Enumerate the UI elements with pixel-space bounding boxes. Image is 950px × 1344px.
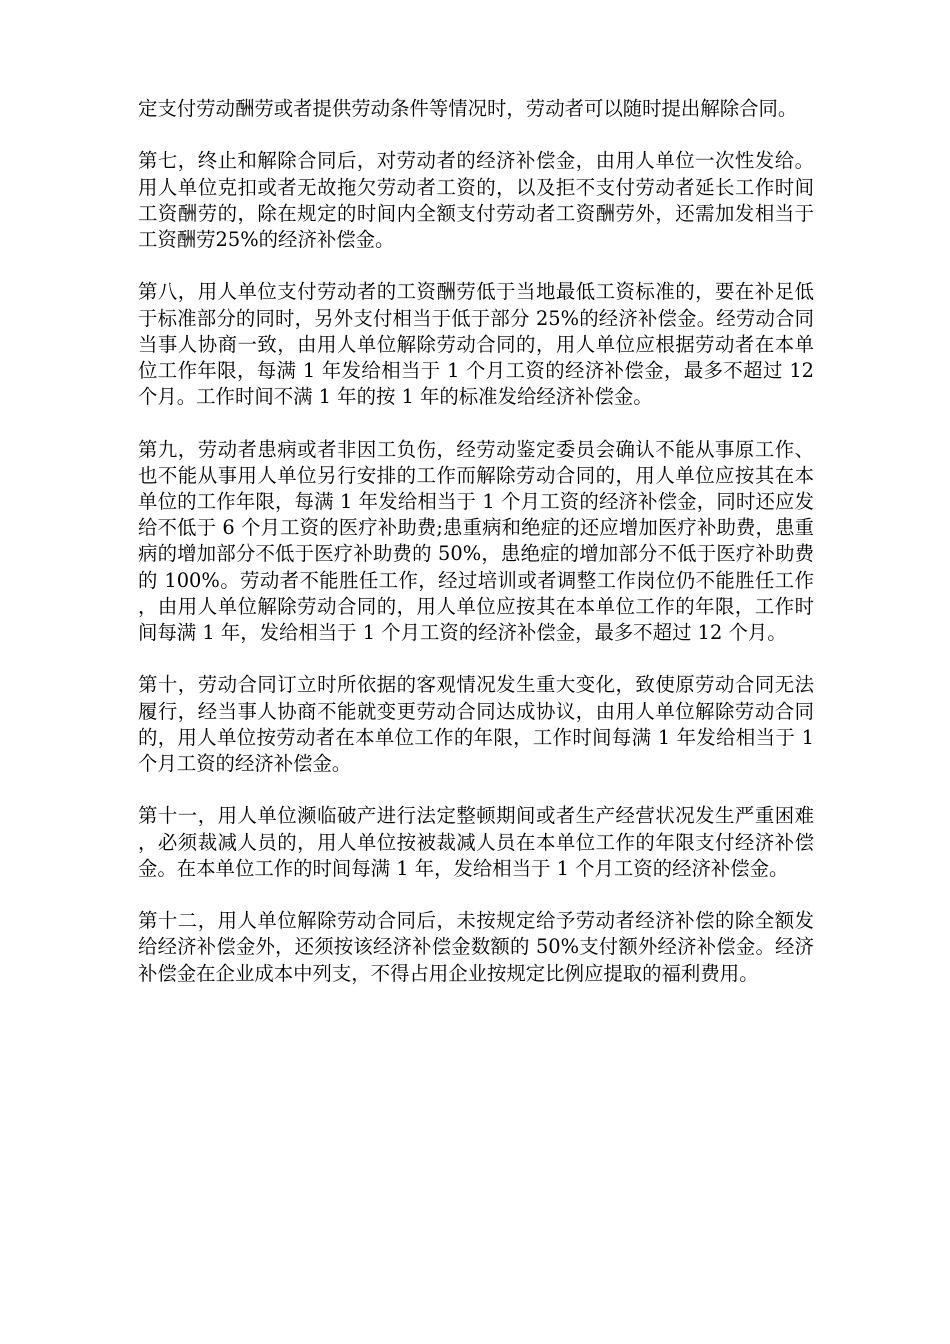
document-body <box>138 96 814 1013</box>
paragraph-article-7: 第七，终止和解除合同后，对劳动者的经济补偿金，由用人单位一次性发给。用人单位克扣或者无故拖欠劳动者工资的，以及拒不支付劳动者延长工作时间工资酬劳的，除在规定的时间内全额支付劳动者工资酬劳外，还需加发相当于工资酬劳25%的经济补偿金。 <box>138 149 814 251</box>
paragraph-article-10: 第十，劳动合同订立时所依据的客观情况发生重大变化，致使原劳动合同无法履行，经当事人协商不能就变更劳动合同达成协议，由用人单位解除劳动合同的，用人单位按劳动者在本单位工作的年限，工作时间每满 1 年发给相当于 1 个月工资的经济补偿金。 <box>138 673 814 776</box>
paragraph-article-12: 第十二，用人单位解除劳动合同后，未按规定给予劳动者经济补偿的除全额发给经济补偿金外，还须按该经济补偿金数额的 50%支付额外经济补偿金。经济补偿金在企业成本中列支，不得占用企业按规定比例应提取的福利费用。 <box>138 909 814 985</box>
paragraph-article-11: 第十一，用人单位濒临破产进行法定整顿期间或者生产经营状况发生严重困难，必须裁减人员的，用人单位按被裁减人员在本单位工作的年限支付经济补偿金。在本单位工作的时间每满 1 年，发给相当于 1 个月工资的经济补偿金。 <box>138 804 814 880</box>
paragraph-article-8: 第八，用人单位支付劳动者的工资酬劳低于当地最低工资标准的，要在补足低于标准部分的同时，另外支付相当于低于部分 25%的经济补偿金。经劳动合同当事人协商一致，由用人单位解除劳动合同的，用人单位应根据劳动者在本单位工作年限，每满 1 年发给相当于 1 个月工资的经济补偿金，最多不超过 12 个月。工作时间不满 1 年的按 1 年的标准发给经济补偿金。 <box>138 280 814 409</box>
paragraph-continuation: 定支付劳动酬劳或者提供劳动条件等情况时，劳动者可以随时提出解除合同。 <box>138 97 798 120</box>
paragraph-article-9: 第九，劳动者患病或者非因工负伤，经劳动鉴定委员会确认不能从事原工作、也不能从事用人单位另行安排的工作而解除劳动合同的，用人单位应按其在本单位的工作年限，每满 1 年发给相当于 1 个月工资的经济补偿金，同时还应发给不低于 6 个月工资的医疗补助费;患重病和绝症的还应增加医疗补助费，患重病的增加部分不低于医疗补助费的 50%，患绝症的增加部分不低于医疗补助费的 100%。劳动者不能胜任工作，经过培训或者调整工作岗位仍不能胜任工作，由用人单位解除劳动合同的，用人单位应按其在本单位工作的年限，工作时间每满 1 年，发给相当于 1 个月工资的经济补偿金，最多不超过 12 个月。 <box>138 437 814 645</box>
